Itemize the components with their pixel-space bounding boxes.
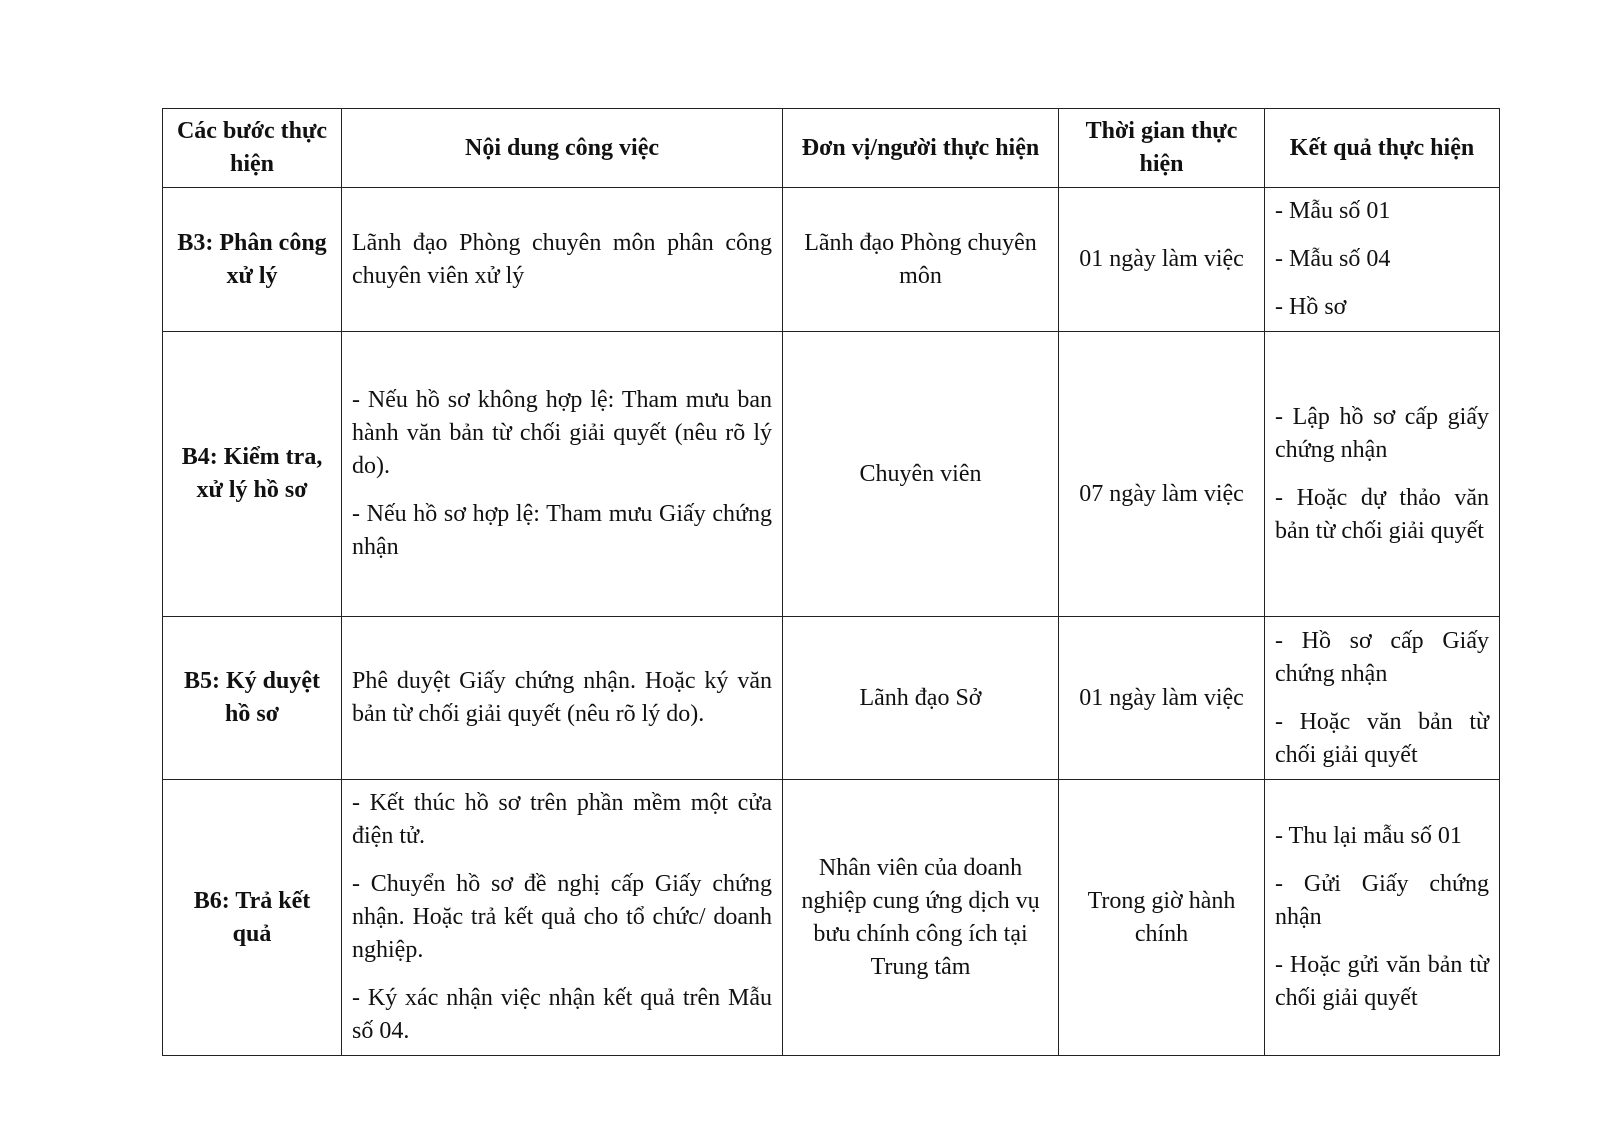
result-cell: [1265, 780, 1500, 1056]
content-cell: [342, 332, 783, 617]
content-paragraph: Phê duyệt Giấy chứng nhận. Hoặc ký văn bản từ chối giải quyết (nêu rõ lý do).: [352, 668, 772, 727]
content-paragraph: - Nếu hồ sơ không hợp lệ: Tham mưu ban hành văn bản từ chối giải quyết (nêu rõ lý do).: [352, 387, 772, 479]
time-cell: 01 ngày làm việc: [1059, 188, 1265, 332]
step-cell: B4: Kiểm tra, xử lý hồ sơ: [163, 332, 342, 617]
result-cell: [1265, 332, 1500, 617]
content-cell: [342, 188, 783, 332]
table-header-row: [163, 109, 1500, 188]
step-cell: B5: Ký duyệt hồ sơ: [163, 617, 342, 780]
procedure-table: [162, 108, 1500, 1056]
content-cell: [342, 780, 783, 1056]
result-item: - Mẫu số 01: [1275, 198, 1391, 224]
content-paragraph: Lãnh đạo Phòng chuyên môn phân công chuyên viên xử lý: [352, 229, 772, 289]
step-cell: B3: Phân công xử lý: [163, 188, 342, 332]
content-paragraph: - Kết thúc hồ sơ trên phần mềm một cửa điện tử.: [352, 790, 772, 849]
unit-cell: Lãnh đạo Sở: [783, 617, 1059, 780]
content-paragraph: - Chuyển hồ sơ đề nghị cấp Giấy chứng nhận. Hoặc trả kết quả cho tổ chức/ doanh nghiệp.: [352, 871, 772, 963]
table-row: [163, 188, 1500, 332]
result-item: - Thu lại mẫu số 01: [1275, 823, 1462, 849]
unit-cell: Chuyên viên: [783, 332, 1059, 617]
content-cell: [342, 617, 783, 780]
result-item: - Hồ sơ: [1275, 294, 1347, 320]
result-item: - Hoặc dự thảo văn bản từ chối giải quyết: [1275, 484, 1489, 544]
unit-cell: Nhân viên của doanh nghiệp cung ứng dịch vụ bưu chính công ích tại Trung tâm: [783, 780, 1059, 1056]
table-row: [163, 780, 1500, 1056]
result-item: - Lập hồ sơ cấp giấy chứng nhận: [1275, 403, 1489, 463]
unit-cell: Lãnh đạo Phòng chuyên môn: [783, 188, 1059, 332]
result-item: - Hoặc văn bản từ chối giải quyết: [1275, 708, 1489, 768]
time-cell: 07 ngày làm việc: [1059, 332, 1265, 617]
header-result: Kết quả thực hiện: [1265, 109, 1500, 188]
content-paragraph: - Ký xác nhận việc nhận kết quả trên Mẫu số 04.: [352, 985, 772, 1044]
result-item: - Hoặc gửi văn bản từ chối giải quyết: [1275, 952, 1489, 1011]
result-item: - Gửi Giấy chứng nhận: [1275, 871, 1489, 930]
header-content: Nội dung công việc: [342, 109, 783, 188]
result-cell: [1265, 617, 1500, 780]
result-item: - Hồ sơ cấp Giấy chứng nhận: [1275, 627, 1489, 687]
table-row: [163, 617, 1500, 780]
result-cell: [1265, 188, 1500, 332]
time-cell: Trong giờ hành chính: [1059, 780, 1265, 1056]
result-item: - Mẫu số 04: [1275, 246, 1391, 272]
step-cell: B6: Trả kết quả: [163, 780, 342, 1056]
content-paragraph: - Nếu hồ sơ hợp lệ: Tham mưu Giấy chứng nhận: [352, 501, 772, 560]
table-row: [163, 332, 1500, 617]
header-steps: Các bước thực hiện: [163, 109, 342, 188]
time-cell: 01 ngày làm việc: [1059, 617, 1265, 780]
header-unit: Đơn vị/người thực hiện: [783, 109, 1059, 188]
header-time: Thời gian thực hiện: [1059, 109, 1265, 188]
